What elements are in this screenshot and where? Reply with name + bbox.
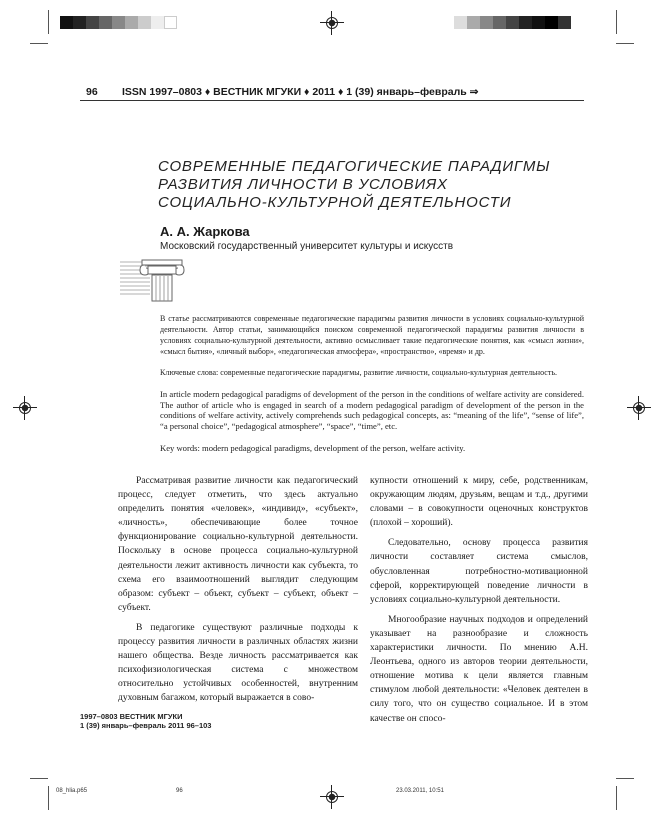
slug-datetime: 23.03.2011, 10:51 <box>396 788 444 794</box>
footer-journal: 1997–0803 ВЕСТНИК МГУКИ <box>80 712 183 721</box>
registration-mark-icon <box>323 788 341 806</box>
paragraph: Многообразие научных подходов и определений указывает на разнообразие и сложность характеристики личности. По мнению А.Н. Леонтьева, одного из авторов теории деятельности, отношение мотива к цели является главным стимулом любой деятельности: «Человек деятелен в силу того, что он существо социальное. И в этом качестве он спосо- <box>370 614 588 724</box>
crop-mark-top-left-h <box>30 43 48 44</box>
article-title <box>158 158 578 212</box>
crop-mark-bottom-left-h <box>30 778 48 779</box>
keywords-ru: Ключевые слова: современные педагогические парадигмы, развитие личности, социально-культурная деятельность. <box>160 368 557 377</box>
keywords-en: Key words: modern pedagogical paradigms, development of the person, welfare activity. <box>160 443 466 453</box>
abstract-en: In article modern pedagogical paradigms of development of the person in the conditions of welfare activity are considered. The author of article who is engaged in search of a modern pedagogical paradigm of development of the person in the conditions of welfare activity, actively comprehends such pedagogical concepts, as: “meaning of the life”, “sense of life”, “a personal choice”, “pedagogical atmosphere”, “space”, “time”, etc. <box>160 389 584 432</box>
abstract-ru: В статье рассматриваются современные педагогические парадигмы развития личности в условиях социально-культурной деятельности. Автор статьи, занимающийся поиском современной педагогической парадигмы развития личности в условиях социально-культурной деятельности, активно осмысливает такие педагогические понятия, как «смысл жизни», «смысл бытия», «личный выбор», «педагогическая атмосфера», «пространство», «время» и др. <box>160 314 584 356</box>
crop-mark-top-right-v <box>616 10 617 34</box>
title-line: РАЗВИТИЯ ЛИЧНОСТИ В УСЛОВИЯХ <box>158 176 448 193</box>
header-rule <box>80 100 584 101</box>
registration-mark-icon <box>630 399 648 417</box>
crop-mark-bottom-right-v <box>616 786 617 810</box>
journal-header: ISSN 1997–0803 ♦ ВЕСТНИК МГУКИ ♦ 2011 ♦ 1 (39) январь–февраль ⇒ <box>122 86 479 98</box>
registration-mark-icon <box>323 14 341 32</box>
title-line: СОВРЕМЕННЫЕ ПЕДАГОГИЧЕСКИЕ ПАРАДИГМЫ <box>158 158 551 175</box>
paragraph: Следовательно, основу процесса развития личности составляет система смыслов, обусловленная потребностно-мотивационной сферой, корректирующей поведение личности в условиях социально-культурной деятельности. <box>370 538 588 605</box>
paragraph: купности отношений к миру, себе, родственникам, окружающим людям, друзьям, вещам и т.д., другими словами – в совокупности оценочных конструктов (плохой – хороший). <box>370 476 588 529</box>
page-number: 96 <box>86 86 98 98</box>
crop-mark-top-left-v <box>48 10 49 34</box>
slug-file: 08_hlia.p65 <box>56 788 88 794</box>
registration-mark-icon <box>16 399 34 417</box>
crop-mark-bottom-right-h <box>616 778 634 779</box>
crop-mark-bottom-left-v <box>48 786 49 810</box>
footer-issue: 1 (39) январь–февраль 2011 96–103 <box>80 721 212 730</box>
column-capital-icon <box>120 256 186 302</box>
color-bar-left <box>60 16 177 29</box>
author-name: А. А. Жаркова <box>160 224 250 239</box>
slug-page: 96 <box>176 788 183 794</box>
author-affiliation: Московский государственный университет культуры и искусств <box>160 241 454 252</box>
body-column-left <box>118 474 358 706</box>
title-line: СОЦИАЛЬНО-КУЛЬТУРНОЙ ДЕЯТЕЛЬНОСТИ <box>158 194 512 211</box>
paragraph: В педагогике существуют различные подходы к процессу развития личности в различных областях жизни нашего общества. Везде личность рассматривается как психофизиологическая система с множеством относительно устойчивых особенностей, внутренним духовным багажом, который выражается в сово- <box>118 622 358 704</box>
color-bar-right <box>454 16 571 29</box>
paragraph: Рассматривая развитие личности как педагогический процесс, следует отметить, что здесь актуально определить понятия «человек», «индивид», «субъект», «личность», обеспечивающие более точное функционирование социально-культурной деятельности. Поскольку в основе процесса социально-культурной деятельности лежит активность личности как субъекта, то схема его взаимоотношений выглядит следующим образом: субъект – объект, субъект – субъект, объект – субъект. <box>118 476 358 613</box>
body-column-right <box>370 474 588 726</box>
crop-mark-top-right-h <box>616 43 634 44</box>
